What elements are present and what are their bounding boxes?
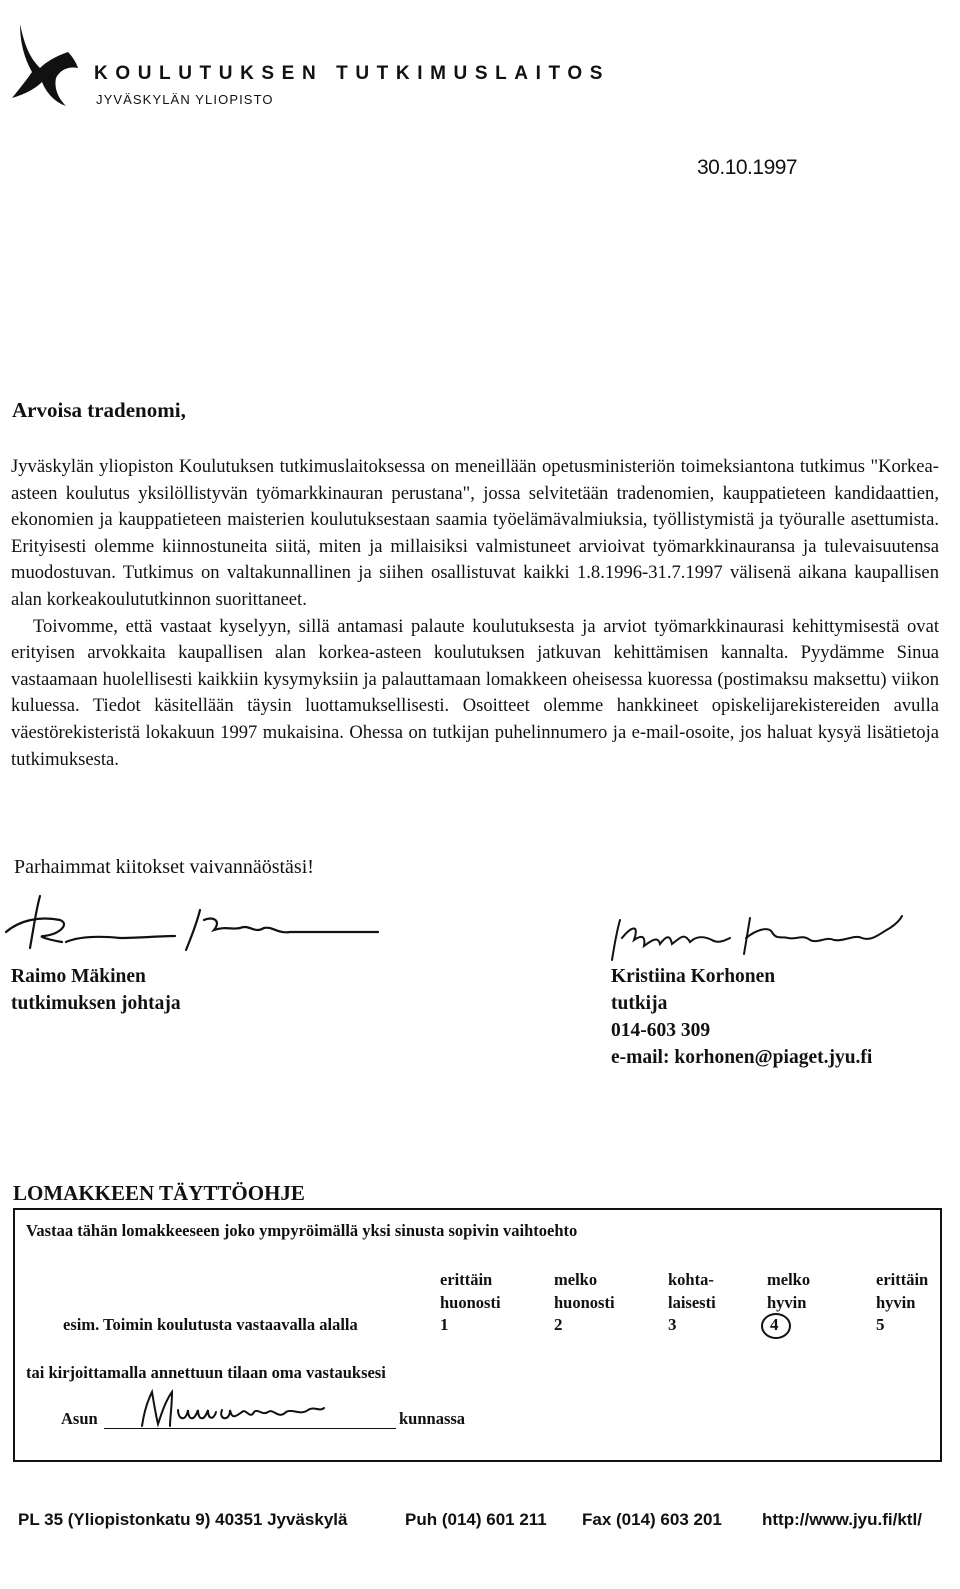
signer-phone: 014-603 309 [611,1020,711,1041]
example-question: esim. Toimin koulutusta vastaavalla alalla [63,1315,358,1334]
letter-date: 30.10.1997 [697,156,798,179]
kunnassa-label: kunnassa [399,1409,466,1428]
scale-label-line: laisesti [668,1293,716,1312]
scale-value-5: 5 [876,1315,885,1334]
body-paragraph-1: Jyväskylän yliopiston Koulutuksen tutkimuslaitoksessa on meneillään opetusministeriön toimeksiantona tutkimus "Korkea-asteen koulutus yksilöllistyvän työmarkkinauran perustana", jossa selvitetään tradenomien, kauppatieteen kandidaattien, ekonomien ja kauppatieteen maisterien koulutuksestaan saamia työelämävalmiuksia, työllistymistä ja työuralle asettumista. Erityisesti olemme kiinnostuneita siitä, miten ja millaisiksi valmistuneet arvioivat työmarkkinauransa ja tulevaisuutensa muodostuvan. Tutkimus on valtakunnallinen ja siihen osallistuvat kaikki 1.8.1996-31.7.1997 välisenä aikana kaupallisen alan korkeakoulututkinnon suorittaneet. [11,456,939,610]
selected-answer-circle [759,1311,793,1341]
handwritten-answer-muuramen [128,1386,328,1436]
signer-email: e-mail: korhonen@piaget.jyu.fi [611,1047,873,1068]
footer-phone: Puh (014) 601 211 [405,1510,547,1529]
scale-value-4: 4 [770,1315,779,1334]
footer-fax: Fax (014) 603 201 [582,1510,722,1529]
signature-kristiina-korhonen [600,900,910,970]
signer-name-right: Kristiina Korhonen [611,966,776,987]
scale-label-line: huonosti [554,1293,615,1312]
scale-value-1: 1 [440,1315,449,1334]
footer-website-link[interactable]: http://www.jyu.fi/ktl/ [762,1510,922,1529]
scale-label-line: melko [554,1270,598,1289]
organization-name: KOULUTUKSEN TUTKIMUSLAITOS [94,63,611,84]
closing-line: Parhaimmat kiitokset vaivannäöstäsi! [14,856,314,878]
instructions-line-1: Vastaa tähän lomakkeeseen joko ympyröimällä yksi sinusta sopivin vaihtoehto [26,1221,578,1240]
instructions-line-2: tai kirjoittamalla annettuun tilaan oma vastauksesi [26,1363,386,1382]
salutation: Arvoisa tradenomi, [12,398,186,422]
signer-name-left: Raimo Mäkinen [11,966,146,987]
scale-label-line: hyvin [876,1293,916,1312]
scale-option-5-label [876,1268,928,1314]
body-paragraph-2: Toivomme, että vastaat kyselyyn, sillä antamasi palaute koulutuksesta ja arviot työmarkkinaurasi kehittymisestä ovat erityisen arvokkaita kaupallisen alan korkea-asteen koulutuksen jatkuvan kehittämisen kannalta. Pyydämme Sinua vastaamaan huolellisesti kaikkiin kysymyksiin ja palauttamaan lomakkeen oheisessa kuoressa (postimaksu maksettu) viikon kuluessa. Tiedot käsitellään täysin luottamuksellisesti. Osoitteet olemme hankkineet opiskelijarekistereiden avulla väestörekisteristä lokakuun 1997 mukaisina. Ohessa on tutkijan puhelinnumero ja e-mail-osoite, jos haluat kysyä lisätietoja tutkimuksesta. [11,615,939,770]
scale-option-2-label [554,1268,615,1314]
scale-option-1-label [440,1268,501,1314]
scale-option-4-label [767,1268,810,1314]
scale-option-3-label [668,1268,716,1314]
institute-logo [6,22,96,110]
scale-label-line: kohta- [668,1270,714,1289]
letter-body [11,454,939,773]
asun-label: Asun [61,1409,98,1428]
signer-title-right: tutkija [611,993,668,1014]
scale-label-line: hyvin [767,1293,807,1312]
signer-block-right [611,963,872,1071]
instructions-heading: LOMAKKEEN TÄYTTÖOHJE [13,1181,305,1205]
scale-label-line: erittäin [876,1270,929,1289]
scale-label-line: huonosti [440,1293,501,1312]
scale-label-line: melko [767,1270,811,1289]
signature-raimo-makinen [0,890,390,970]
scale-label-line: erittäin [440,1270,493,1289]
scale-value-2: 2 [554,1315,563,1334]
footer-address: PL 35 (Yliopistonkatu 9) 40351 Jyväskylä [18,1510,348,1529]
organization-subtitle: JYVÄSKYLÄN YLIOPISTO [96,92,274,107]
signer-title-left: tutkimuksen johtaja [11,993,181,1014]
scale-value-3: 3 [668,1315,677,1334]
